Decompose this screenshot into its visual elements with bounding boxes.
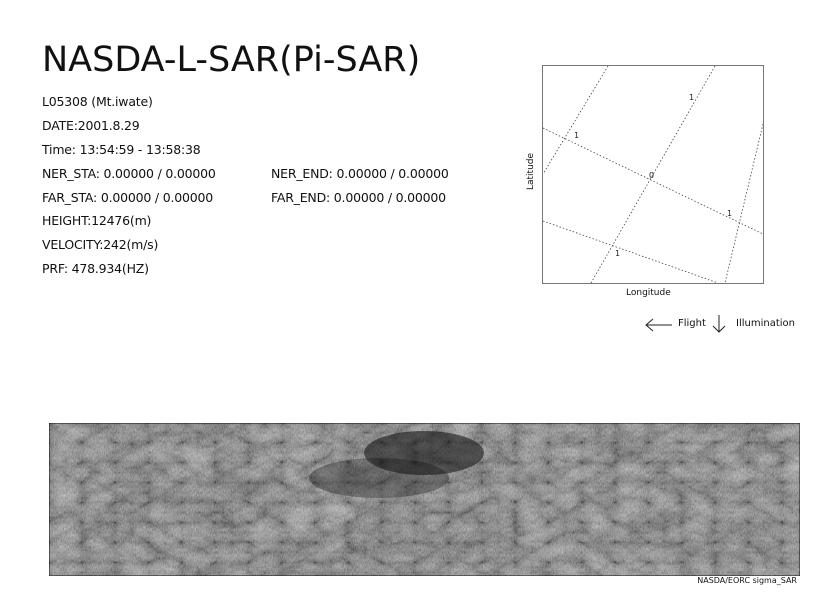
ner-sta-line: NER_STA: 0.00000 / 0.00000 xyxy=(42,166,216,181)
arrow-left-icon xyxy=(644,318,674,332)
coordinate-grid-plot xyxy=(542,65,764,284)
sar-texture xyxy=(49,423,800,576)
height-line: HEIGHT:12476(m) xyxy=(42,213,152,228)
illumination-label: Illumination xyxy=(736,318,795,329)
grid-line xyxy=(725,124,763,283)
far-sta-line: FAR_STA: 0.00000 / 0.00000 xyxy=(42,190,213,205)
page-title: NASDA-L-SAR(Pi-SAR) xyxy=(42,40,421,80)
longitude-label: Longitude xyxy=(626,288,671,298)
grid-line xyxy=(543,66,608,174)
far-end-line: FAR_END: 0.00000 / 0.00000 xyxy=(271,190,446,205)
arrow-down-icon xyxy=(711,314,727,334)
coordinate-grid-lines xyxy=(543,66,763,283)
grid-label: 1 xyxy=(727,209,733,218)
velocity-line: VELOCITY:242(m/s) xyxy=(42,237,159,252)
grid-line xyxy=(543,128,763,234)
prf-line: PRF: 478.934(HZ) xyxy=(42,261,149,276)
date-line: DATE:2001.8.29 xyxy=(42,118,140,133)
grid-line xyxy=(543,221,718,283)
ner-end-line: NER_END: 0.00000 / 0.00000 xyxy=(271,166,449,181)
grid-label: 1 xyxy=(689,93,695,102)
sar-strip-image xyxy=(49,423,800,576)
grid-label: 0 xyxy=(649,171,655,180)
grid-label: 1 xyxy=(574,131,580,140)
time-line: Time: 13:54:59 - 13:58:38 xyxy=(42,142,201,157)
flight-label: Flight xyxy=(678,318,706,329)
grid-label: 1 xyxy=(615,249,621,258)
latitude-label: Latitude xyxy=(526,152,536,190)
scene-id: L05308 (Mt.iwate) xyxy=(42,94,153,109)
credit-text: NASDA/EORC sigma_SAR xyxy=(697,576,797,585)
